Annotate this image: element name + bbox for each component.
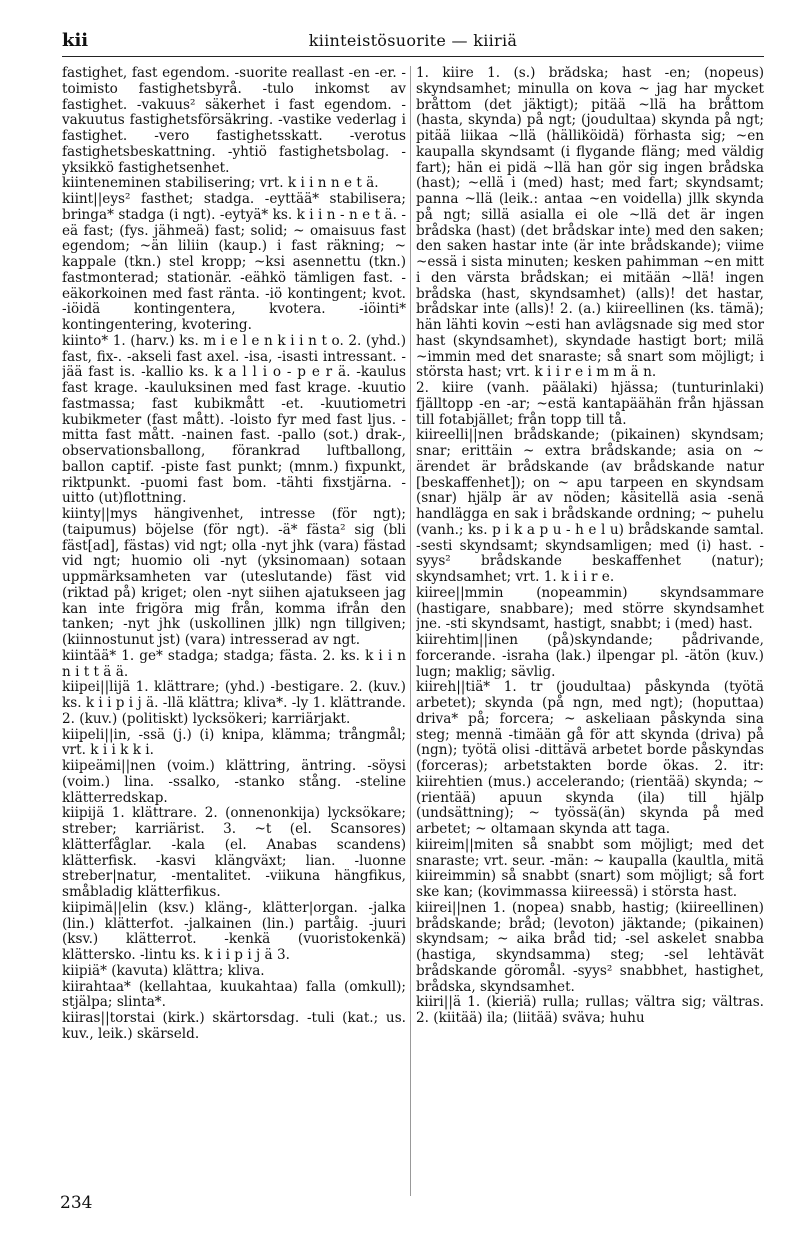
left-column xyxy=(62,66,406,1196)
entry: fastighet, fast egendom. -suorite reallast -en -er. -toimisto fastighetsbyrå. -tulo inkomst av fastighet. -vakuus² säkerhet i fast egendom. -vakuutus fastighetsförsäkring. -vastike vederlag i fastighet. -vero fastighetsskatt. -verotus fastighetsbeskattning. -yhtiö fastighetsbolag. -yksikkö fastighetsenhet. xyxy=(62,66,406,176)
entry: kiintää* 1. ge* stadga; stadga; fästa. 2. ks. k i i n n i t t ä ä. xyxy=(62,647,406,680)
right-column xyxy=(416,66,764,1196)
entry: 1. kiire 1. (s.) brådska; hast -en; (nopeus) skyndsamhet; minulla on kova ~ jag har mycket bråttom (det jäktigt); pitää ~llä ha bråttom (hasta, skynda) på ngt; (joudultaa) skynda på ngt; pitää liikaa ~llä (hälliköidä) förhasta sig; ~en kaupalla skyndsamt (i flygande fläng; med väldig fart); hän ei pidä ~llä han gör sig ingen brådska (hast); ~ellä i (med) hast; med fart; skyndsamt; panna ~llä (leik.: antaa ~en voidella) jllk skynda på ngt; sillä asialla ei ole ~llä det är ingen brådska (hast) (det brådskar inte) med den saken; den saken hastar inte (är inte brådskande); viime ~essä i sista minuten; kesken pahimman ~en mitt i den värsta brådskan; ei mitään ~llä! ingen brådska (hast, skyndsamhet) (alls)! det hastar, brådskar inte (alls)! 2. (a.) kiireellinen (ks. tämä); hän lähti kovin ~esti han avlägsnade sig med stor hast (skyndsamhet), skyndade hastigt bort; milä ~immin med det snaraste; så snart som möjligt; i största hast; vrt. k i i r e i m m ä n. xyxy=(416,66,764,381)
entry: kiiree||mmin (nopeammin) skyndsammare (hastigare, snabbare); med större skyndsamhet jne. -sti skyndsamt, hastigt, snabbt; i (med) hast. xyxy=(416,584,764,633)
entry: kiipiä* (kavuta) klättra; kliva. xyxy=(62,962,265,979)
entry: kiireim||miten så snabbt som möjligt; med det snaraste; vrt. seur. -män: ~ kaupalla (kaultla, mitä kiireimmin) så snabbt (snart) som möjligt; så fort ske kan; (kovimmassa kiireessä) i största hast. xyxy=(416,836,764,900)
entry: kiirei||nen 1. (nopea) snabb, hastig; (kiireellinen) brådskande; bråd; (levoton) jäktande; (pikainen) skyndsam; ~ aika bråd tid; -sel askelet snabba (hastiga, skyndsamma) steg; -sel lehtävät brådskande göromål. -syys² snabbhet, hastighet, brådska, skyndsamhet. xyxy=(416,899,764,995)
entry: kiiras||torstai (kirk.) skärtorsdag. -tuli (kat.; us. kuv., leik.) skärseld. xyxy=(62,1010,406,1042)
entry: kiinty||mys hängivenhet, intresse (för ngt); (taipumus) böjelse (för ngt). -ä* fästa² sig (bli fäst[ad], fästas) vid ngt; olla -nyt jhk (vara) fästad vid ngt; huomio oli -nyt (yksinomaan) sotaan uppmärksamheten var (uteslutande) fäst vid (riktad på) kriget; olen -nyt siihen ajatukseen jag kan inte frigöra mig från, komma ifrån den tanken; -nyt jhk (uskollinen jllk) ngn tillgiven; (kiinnostunut jst) (vara) intresserad av ngt. xyxy=(62,506,406,648)
entry: kiirahtaa* (kellahtaa, kuukahtaa) falla (omkull); stjälpa; slinta*. xyxy=(62,978,406,1011)
page-number: 234 xyxy=(60,1193,93,1213)
column-divider xyxy=(410,66,411,1196)
header-rule xyxy=(62,56,764,57)
entry: kiipimä||elin (ksv.) kläng-, klätter|organ. -jalka (lin.) klätterfot. -jalkainen (lin.) partåig. -juuri (ksv.) klätterrot. -kenkä (vuoristokenkä) klättersko. -lintu ks. k i i p i j ä 3. xyxy=(62,899,406,963)
entry: kiinto* 1. (harv.) ks. m i e l e n k i i n t o. 2. (yhd.) fast, fix-. -akseli fast axel. -isa, -isasti intressant. -jää fast is. -kallio ks. k a l l i o - p e r ä. -kaulus fast krage. -kauluksinen med fast krage. -kuutio fastmassa; fast kubikmått -et. -kuutiometri kubikmeter (fast mått). -loisto fyr med fast ljus. -mitta fast mått. -nainen fast. -pallo (sot.) drak-, observationsballong, förankrad luftballong, ballon captif. -piste fast punkt; (mnm.) fixpunkt, riktpunkt. -puomi fast bom. -tähti fixstjärna. -uitto (ut)flottning. xyxy=(62,332,406,507)
header-title: kiinteistösuorite — kiiriä xyxy=(308,31,518,50)
page-header xyxy=(62,30,764,52)
entry: kiireh||tiä* 1. tr (joudultaa) påskynda (työtä arbetet); skynda (på ngn, med ngt); (hoputtaa) driva* på; forcera; ~ askeliaan påskynda sina steg; mennä -timään gå för att skynda (driva) på (ngn); työtä olisi -dittävä arbetet borde påskyndas (forceras); arbetstakten borde ökas. 2. itr: kiirehtien (mus.) accelerando; (rientää) skynda; ~ (rientää) apuun skynda (ila) till hjälp (undsättning); ~ työssä(än) skynda på med arbetet; ~ oltamaan skynda att taga. xyxy=(416,679,764,837)
entry: kiint||eys² fasthet; stadga. -eyttää* stabilisera; bringa* stadga (i ngt). -eytyä* ks. k i i n - n e t ä. -eä fast; (fys. jähmeä) fast; solid; ~ omaisuus fast egendom; ~än liliin (kaup.) i fast räkning; ~ kappale (tkn.) stel kropp; ~ksi asennettu (tkn.) fastmonterad; stationär. -eähkö tämligen fast. -eäkorkoinen med fast ränta. -iö kontingent; kvot. -iöidä kontingentera, kvotera. -iöinti* kontingentering, kvotering. xyxy=(62,191,406,333)
entry: kiirehtim||inen (på)skyndande; pådrivande, forcerande. -israha (lak.) ilpengar pl. -ätön (kuv.) lugn; maklig; sävlig. xyxy=(416,632,764,680)
entry: kiipeämi||nen (voim.) klättring, äntring. -söysi (voim.) lina. -ssalko, -stanko stång. -steline klätterredskap. xyxy=(62,758,406,806)
entry: kiireelli||nen brådskande; (pikainen) skyndsam; snar; erittäin ~ extra brådskande; asia on ~ ärendet är brådskande (av brådskande natur [beskaffenhet]); on ~ apu tarpeen en skyndsam (snar) hjälp är av nöden; käsitellä asia -senä handlägga en sak i brådskande ordning; ~ puhelu (vanh.; ks. p i k a p u - h e l u) brådskande samtal. -sesti skyndsamt; skyndsamligen; med (i) hast. -syys² brådskande beskaffenhet (natur); skyndsamhet; vrt. 1. k i i r e. xyxy=(416,427,764,585)
entry: 2. kiire (vanh. päälaki) hjässa; (tunturinlaki) fjälltopp -en -ar; ~estä kantapäähän från hjässan till fotabjället; från topp till tå. xyxy=(416,380,764,428)
entry: kiiri||ä 1. (kieriä) rulla; rullas; vältra sig; vältras. 2. (kiitää) ila; (liitää) sväva; huhu xyxy=(416,994,764,1026)
entry: kiipei||lijä 1. klättrare; (yhd.) -bestigare. 2. (kuv.) ks. k i i p i j ä. -llä klättra; kliva*. -ly 1. klättrande. 2. (kuv.) (politiskt) lycksökeri; karriärjakt. xyxy=(62,679,406,727)
entry: kiipijä 1. klättrare. 2. (onnenonkija) lycksökare; streber; karriärist. 3. ~t (el. Scansores) klätterfåglar. -kala (el. Anabas scandens) klätterfisk. -kasvi klängväxt; lian. -luonne streber|natur, -mentalitet. -viikuna hängfikus, småbladig klätterfikus. xyxy=(62,805,406,900)
entry: kiipeli||in, -ssä (j.) (i) knipa, klämma; trångmål; vrt. k i i k k i. xyxy=(62,726,406,759)
entry: kiinteneminen stabilisering; vrt. k i i n n e t ä. xyxy=(62,175,379,192)
header-code: kii xyxy=(62,30,89,51)
